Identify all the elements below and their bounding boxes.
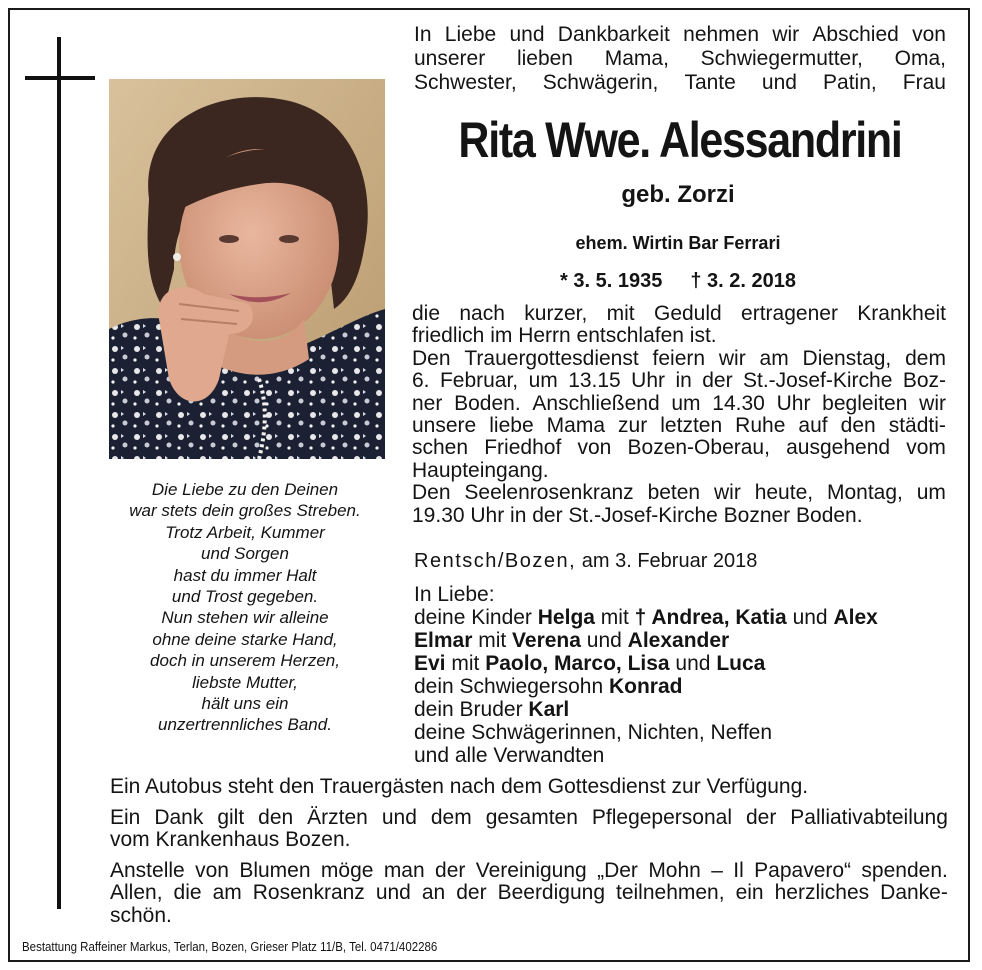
birth-date: * 3. 5. 1935 xyxy=(560,270,663,292)
poem-line: hält uns ein xyxy=(201,694,289,714)
deceased-name: Rita Wwe. Alessandrini xyxy=(458,112,902,168)
body-line: Den Trauergottesdienst feiern wir am Dienstag, dem xyxy=(412,346,946,370)
intro-line: In Liebe und Dankbarkeit nehmen wir Abschied von xyxy=(414,23,946,46)
intro-text xyxy=(414,23,946,95)
flowers-line: Anstelle von Blumen möge man der Vereinigung „Der Mohn – Il Papavero“ spenden. xyxy=(110,858,948,882)
poem-line: und Trost gegeben. xyxy=(171,587,319,607)
family-member-line: dein Bruder Karl xyxy=(414,698,570,721)
poem-line: liebste Mutter, xyxy=(192,672,298,692)
flowers-note xyxy=(110,860,948,928)
announcement-date: am 3. Februar 2018 xyxy=(581,550,758,572)
memorial-poem xyxy=(110,479,380,736)
family-list xyxy=(414,583,934,767)
maiden-name: geb. Zorzi xyxy=(621,181,735,208)
body-line: Haupteingang. xyxy=(412,458,549,482)
poem-line: hast du immer Halt xyxy=(173,565,317,585)
funeral-home-footer: Bestattung Raffeiner Markus, Terlan, Bozen, Grieser Platz 11/B, Tel. 0471/402286 xyxy=(22,940,438,954)
place-date xyxy=(414,550,757,573)
family-member-line: Elmar mit Verena und Alexander xyxy=(414,629,730,652)
bus-note: Ein Autobus steht den Trauergästen nach dem Gottesdienst zur Verfügung. xyxy=(110,775,809,798)
body-line: schen Friedhof von Bozen-Oberau, ausgehend vom xyxy=(412,436,946,460)
intro-line: Schwester, Schwägerin, Tante und Patin, Frau xyxy=(414,71,946,94)
body-line: 6. Februar, um 13.15 Uhr in der St.-Josef-Kirche Boz- xyxy=(412,369,946,393)
former-role: ehem. Wirtin Bar Ferrari xyxy=(575,233,781,253)
family-member-line: und alle Verwandten xyxy=(414,744,605,767)
body-line: 19.30 Uhr in der St.-Josef-Kirche Bozner Boden. xyxy=(412,503,863,527)
poem-line: Die Liebe zu den Deinen xyxy=(151,480,339,499)
poem-line: war stets dein großes Streben. xyxy=(129,501,361,521)
family-member-line: Evi mit Paolo, Marco, Lisa und Luca xyxy=(414,652,766,675)
family-member-line: dein Schwiegersohn Konrad xyxy=(414,675,683,698)
body-line: friedlich im Herrn entschlafen ist. xyxy=(412,324,717,348)
poem-line: unzertrennliches Band. xyxy=(158,715,332,735)
death-date: † 3. 2. 2018 xyxy=(690,270,796,292)
body-line: ner Boden. Anschließend um 14.30 Uhr begleiten wir xyxy=(412,391,946,415)
portrait-photo xyxy=(109,79,385,459)
notes-section xyxy=(110,776,948,935)
body-line: die nach kurzer, mit Geduld ertragener Krankheit xyxy=(412,302,946,325)
cross-icon-vertical-bar xyxy=(57,37,61,909)
family-member-line: deine Kinder Helga mit † Andrea, Katia und Alex xyxy=(414,606,878,629)
flowers-line: Allen, die am Rosenkranz und an der Beerdigung teilnehmen, ein herzliches Danke- xyxy=(110,881,948,904)
poem-line: ohne deine starke Hand, xyxy=(152,629,338,649)
family-member-line: deine Schwägerinnen, Nichten, Neffen xyxy=(414,721,773,744)
announcement-body xyxy=(412,303,946,527)
life-dates xyxy=(412,270,944,293)
thanks-line: Ein Dank gilt den Ärzten und dem gesamten Pflegepersonal der Palliativabteilung xyxy=(110,805,948,829)
body-line: unsere liebe Mama zur letzten Ruhe auf den städti- xyxy=(412,414,946,438)
poem-line: Trotz Arbeit, Kummer xyxy=(165,522,325,542)
place-name: Rentsch/Bozen, xyxy=(414,550,577,572)
cross-icon-horizontal-bar xyxy=(25,76,95,80)
thanks-note xyxy=(110,807,948,852)
poem-line: doch in unserem Herzen, xyxy=(150,651,340,671)
thanks-line: vom Krankenhaus Bozen. xyxy=(110,828,351,851)
family-heading: In Liebe: xyxy=(414,583,495,606)
poem-line: und Sorgen xyxy=(201,544,289,564)
family-rows xyxy=(414,606,934,767)
flowers-line: schön. xyxy=(110,903,172,927)
intro-line: unserer lieben Mama, Schwiegermutter, Oma, xyxy=(414,47,946,70)
poem-line: Nun stehen wir alleine xyxy=(161,608,329,628)
body-line: Den Seelenrosenkranz beten wir heute, Montag, um xyxy=(412,481,946,505)
